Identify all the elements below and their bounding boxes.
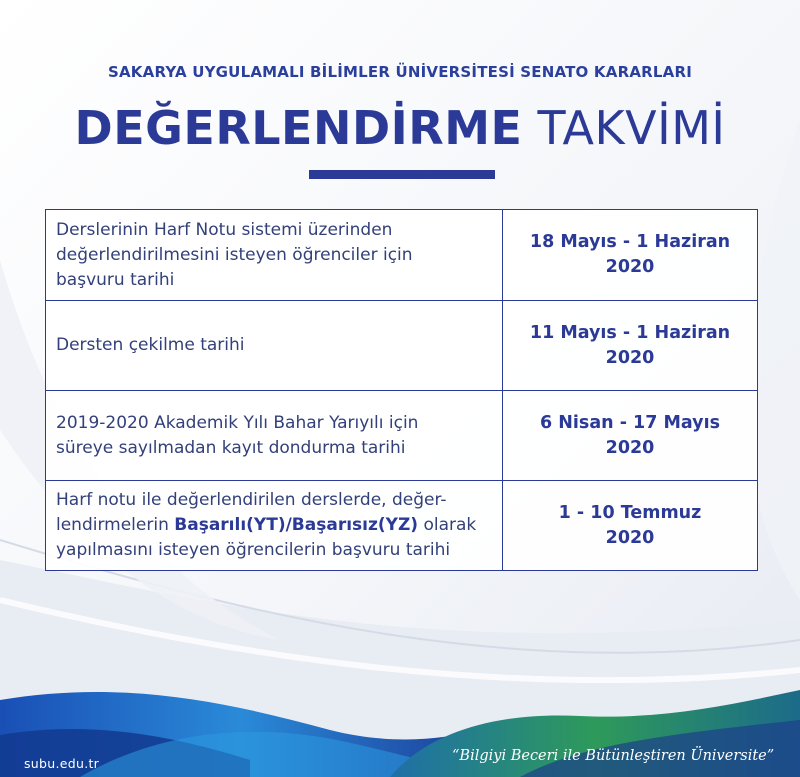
calendar-table	[45, 209, 758, 571]
title-bold-part: DEĞERLENDİRME	[74, 101, 523, 155]
description-line: süreye sayılmadan kayıt dondurma tarihi	[56, 437, 406, 458]
description-line: Harf notu ile değerlendirilen derslerde, değer-	[56, 490, 447, 510]
date-range: 11 Mayıs - 1 Haziran	[529, 322, 731, 343]
title-underline-bar	[309, 170, 495, 179]
date-year: 2020	[605, 437, 655, 458]
row-description	[46, 481, 503, 570]
description-bold-grades: Başarılı(YT)/Başarısız(YZ)	[174, 515, 419, 535]
table-row	[46, 210, 757, 301]
table-row	[46, 301, 757, 391]
description-line: 2019-2020 Akademik Yılı Bahar Yarıyılı için	[56, 412, 419, 433]
website-url: subu.edu.tr	[24, 756, 100, 771]
row-description	[46, 301, 503, 390]
row-date	[503, 301, 757, 390]
date-range: 18 Mayıs - 1 Haziran	[529, 232, 731, 252]
date-year: 2020	[605, 257, 655, 277]
university-slogan: “Bilgiyi Beceri ile Bütünleştiren Üniversite”	[452, 748, 775, 764]
description-prefix: lendirmelerin	[56, 515, 175, 535]
date-range: 1 - 10 Temmuz	[558, 502, 702, 523]
description-suffix: olarak	[418, 515, 477, 535]
row-date	[503, 210, 757, 300]
description-line: başvuru tarihi	[56, 269, 175, 290]
description-line	[56, 513, 476, 538]
title-light-part: TAKVİMİ	[537, 101, 726, 155]
description-line: yapılmasını isteyen öğrencilerin başvuru tarihi	[56, 540, 451, 560]
description-line: Dersten çekilme tarihi	[56, 335, 245, 355]
date-year: 2020	[605, 347, 655, 368]
date-range: 6 Nisan - 17 Mayıs	[540, 412, 720, 433]
table-row	[46, 391, 757, 481]
header-subtitle: SAKARYA UYGULAMALI BİLİMLER ÜNİVERSİTESİ SENATO KARARLARI	[108, 63, 692, 81]
page-title	[0, 100, 800, 156]
row-description	[46, 391, 503, 480]
row-date	[503, 481, 757, 570]
description-line: değerlendirilmesini isteyen öğrenciler için	[56, 244, 413, 265]
description-line: Derslerinin Harf Notu sistemi üzerinden	[56, 219, 393, 240]
row-date	[503, 391, 757, 480]
row-description	[46, 210, 503, 300]
table-row	[46, 481, 757, 570]
date-year: 2020	[605, 527, 655, 548]
